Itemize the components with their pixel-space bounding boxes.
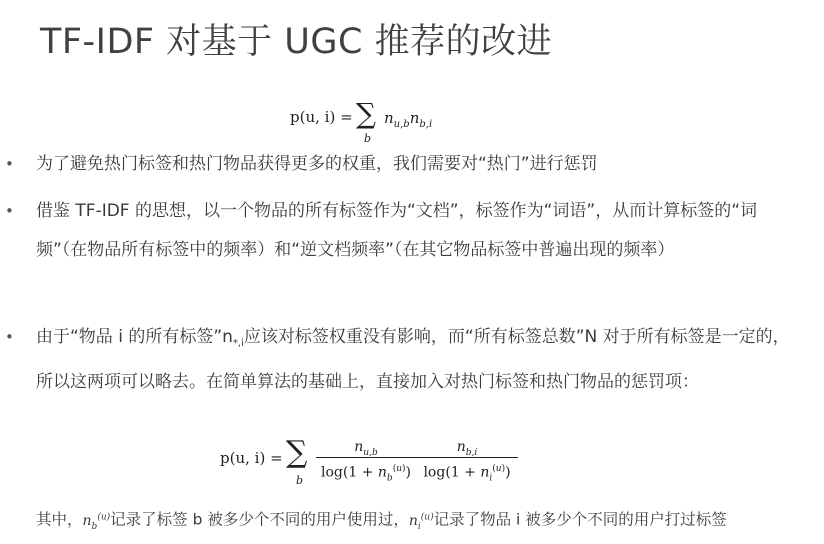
bullet-dot: • xyxy=(5,155,14,173)
formula-lhs: p(u, i) = xyxy=(220,449,283,467)
bullet-item xyxy=(5,192,806,270)
summation-index: b xyxy=(296,474,304,487)
symbol-n-i-u: $n_i^{(u)}$ xyxy=(408,512,434,532)
formula-lhs: p(u, i) = xyxy=(290,108,353,126)
bullet-text: 为了避免热门标签和热门物品获得更多的权重，我们需要对“热门”进行惩罚 xyxy=(36,154,598,174)
bullet-item xyxy=(5,145,806,184)
bullet-item xyxy=(5,318,806,402)
summation-index: b xyxy=(364,132,372,145)
bullet-dot: • xyxy=(5,328,14,346)
formula-penalized-score xyxy=(220,435,550,494)
footnote-text: 其中， xyxy=(36,510,83,529)
footnote-text: 记录了物品 i 被多少个不同的用户打过标签 xyxy=(433,510,727,529)
summation-symbol: ∑ xyxy=(356,97,376,130)
slide-title: TF-IDF 对基于 UGC 推荐的改进 xyxy=(40,22,553,62)
fraction-denominator: $\log(1 + n_b^{(u)})$ xyxy=(321,464,411,484)
fraction-numerator: $n_{b,i}$ xyxy=(456,439,478,458)
bullet-dot: • xyxy=(5,202,14,220)
footnote xyxy=(36,503,822,540)
symbol-n-b-u: $n_b^{(u)}$ xyxy=(82,512,111,532)
bullet-text: 借鉴 TF-IDF 的思想，以一个物品的所有标签作为“文档”，标签作为“词语”，从而计算标签的“词频”（在物品所有标签中的频率）和“逆文档频率”（在其它物品标签中普遍出现的频率） xyxy=(36,201,758,260)
bullet-subscript: *,i xyxy=(232,338,244,349)
formula-basic-score xyxy=(284,97,464,148)
fraction-numerator: $n_{u,b}$ xyxy=(354,439,378,458)
bullet-text: 由于“物品 i 的所有标签”n xyxy=(36,327,233,347)
footnote-text: 记录了标签 b 被多少个不同的用户使用过， xyxy=(110,510,409,529)
fraction-tag-penalty xyxy=(316,438,416,488)
fraction-item-penalty xyxy=(416,438,518,488)
formula-rhs: $n_{u,b}n_{b,i}$ xyxy=(384,109,433,130)
fraction-denominator: $\log(1 + n_i^{(u)})$ xyxy=(423,464,511,484)
summation-symbol: ∑ xyxy=(286,435,308,470)
bullet-text: 应该对标签权重没有影响，而“所有标签总数”N 对于所有标签是一定的，所以这两项可以略去。在简单算法的基础上，直接加入对热门标签和热门物品的惩罚项： xyxy=(36,327,790,392)
